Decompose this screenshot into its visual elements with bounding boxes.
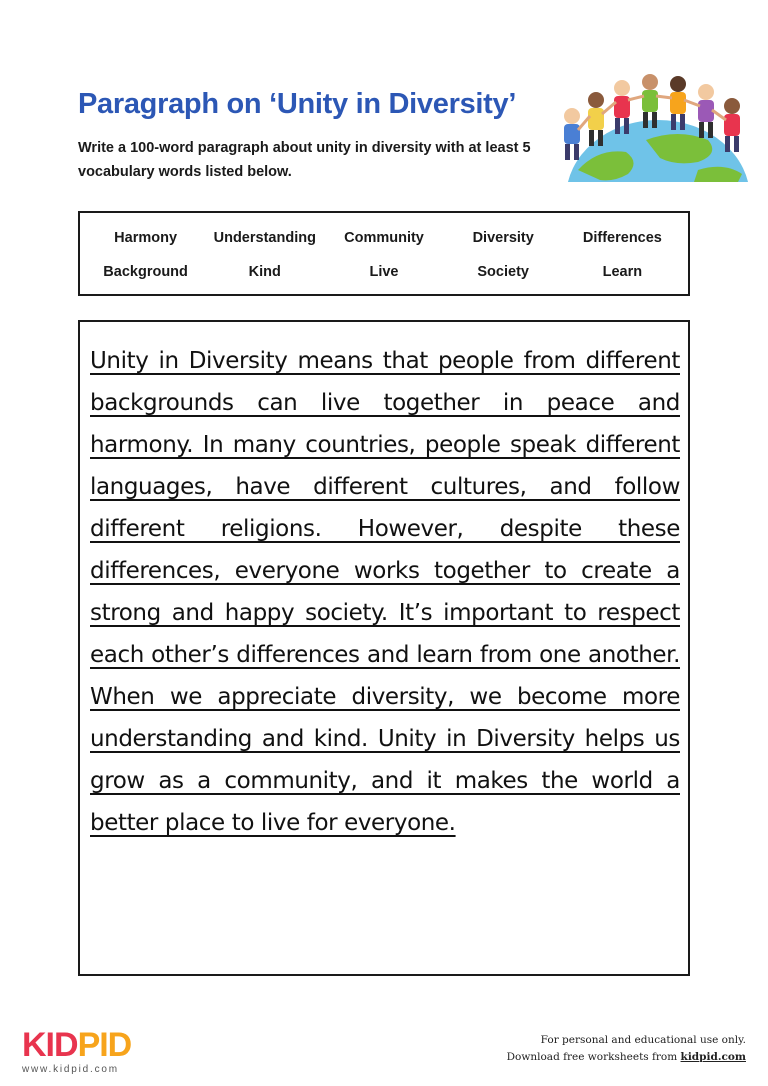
vocab-word-society: Society	[477, 264, 529, 280]
footer-download-line	[507, 1049, 746, 1066]
kidpid-logo	[22, 1028, 131, 1075]
logo-url: www.kidpid.com	[22, 1064, 119, 1075]
vocab-word-community: Community	[344, 230, 424, 246]
instructions-text: Write a 100-word paragraph about unity in diversity with at least 5 vocabulary words listed below.	[78, 140, 531, 180]
footer-usage-note: For personal and educational use only.	[540, 1034, 746, 1046]
vocabulary-grid	[80, 213, 688, 289]
vocab-word-background: Background	[103, 264, 188, 280]
footer	[507, 1032, 746, 1066]
footer-download-text: Download free worksheets from	[506, 1051, 681, 1063]
paragraph-text: Unity in Diversity means that people from different backgrounds can live together in peace and harmony. In many countries, people speak different languages, have different cultures, and follow different religions. However, despite these differences, everyone works together to create a strong and happy society. It’s important to respect each other’s differences and learn from one another. When we appreciate diversity, we become more understanding and kind. Unity in Diversity helps us grow as a community, and it makes the world a better place to live for everyone.	[90, 348, 680, 836]
logo-kid: KID	[22, 1026, 78, 1064]
vocab-word-kind: Kind	[248, 264, 281, 280]
vocab-word-learn: Learn	[602, 264, 643, 280]
globe-with-children-icon	[548, 70, 760, 182]
logo-pid: PID	[77, 1026, 132, 1064]
vocab-word-harmony: Harmony	[114, 230, 178, 246]
vocab-word-understanding: Understanding	[213, 230, 316, 246]
page-title: Paragraph on ‘Unity in Diversity’	[78, 88, 517, 120]
vocab-word-differences: Differences	[582, 230, 662, 246]
paragraph-box	[78, 320, 690, 976]
vocab-word-diversity: Diversity	[472, 230, 534, 246]
footer-kidpid-link[interactable]: kidpid.com	[680, 1051, 746, 1063]
vocabulary-box	[78, 211, 690, 296]
vocab-word-live: Live	[369, 264, 399, 280]
logo-wordmark	[22, 1028, 131, 1062]
